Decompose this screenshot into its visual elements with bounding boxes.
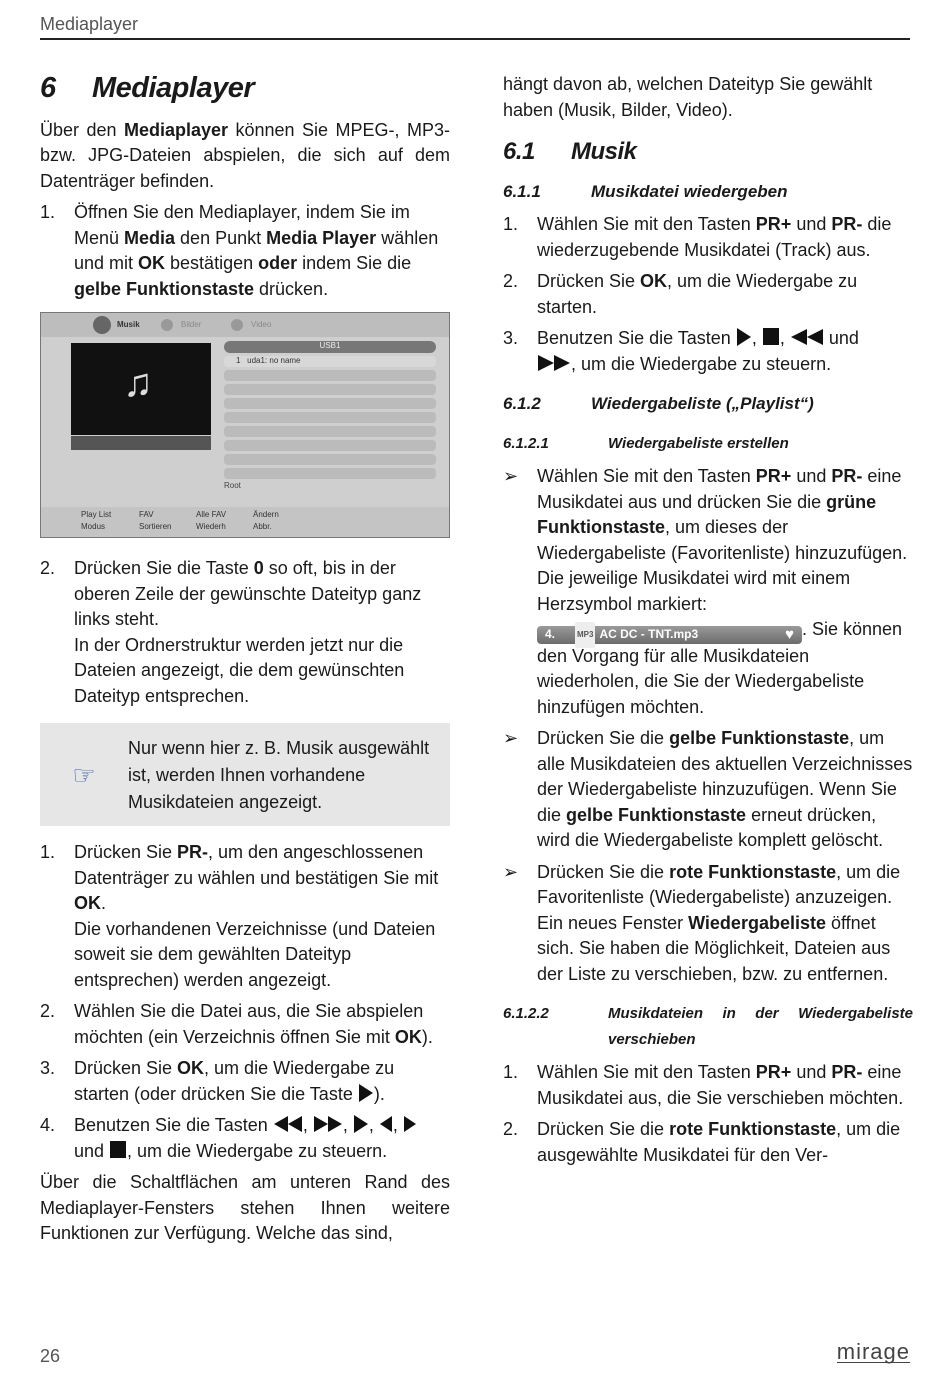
play-icon [736, 327, 752, 347]
root-label: Root [224, 481, 241, 490]
fast-forward-icon [537, 353, 571, 373]
subsubsection-heading-move: 6.1.2.2 Musikdateien in der Wiedergabeliste verschieben [503, 1005, 913, 1048]
subsection-heading-playlist: 6.1.2 Wiedergabeliste („Playlist“) [503, 394, 814, 413]
list-row [224, 412, 436, 423]
play-icon [358, 1083, 374, 1103]
tab-pictures: Bilder [181, 320, 202, 329]
list-row [224, 370, 436, 381]
rewind-icon [273, 1114, 303, 1134]
file-list [224, 341, 436, 482]
outro-paragraph: Über die Schaltflächen am unteren Rand des Mediaplayer-Fensters stehen Ihnen weitere Funktionen zur Verfügung. Welche das sind, [40, 1172, 450, 1243]
list-row [224, 454, 436, 465]
play-icon [353, 1114, 369, 1134]
subsection-heading-play: 6.1.1 Musikdatei wiedergeben [503, 181, 788, 201]
playlist-entry-example: 4. MP3 AC DC - TNT.mp3 ♥ [537, 626, 802, 644]
chapter-number: 6 [40, 72, 56, 104]
list-row [224, 468, 436, 479]
left-column [40, 70, 450, 1253]
tab-music: Musik [117, 320, 140, 329]
move-step-red: 2. Drücken Sie die rote Funktionstaste, um die ausgewählte Musikdatei für den Ver- [503, 1119, 901, 1165]
tab-video: Video [251, 320, 272, 329]
header-rule [40, 38, 910, 40]
right-column [503, 72, 913, 1174]
heart-icon: ♥ [785, 626, 794, 643]
list-row [224, 440, 436, 451]
preview-controls [71, 436, 211, 450]
move-step-select: 1. Wählen Sie mit den Tasten PR+ und PR- eine Musikdatei aus, die Sie verschieben möchten. [503, 1062, 904, 1108]
step-start-playback: 3. Drücken Sie OK, um die Wiedergabe zu starten (oder drücken Sie die Taste ). [40, 1058, 395, 1104]
list-row [224, 426, 436, 437]
playlist-add-green: ➢ Wählen Sie mit den Tasten PR+ und PR- eine Musikdatei aus und drücken Sie die grüne Funktionstaste, um dieses der Wiedergabeliste (Favoritenliste) hinzuzufügen. Die jeweilige Musikdatei wird mit einem Herzsymbol markiert: 4. MP3 AC DC - TNT.mp3 ♥ . Sie können den Vorgang für alle Musikdateien wiederholen, die Sie der Wiedergabeliste hinzufügen möchten. [503, 466, 908, 717]
step-choose-drive: 1. Drücken Sie PR-, um den angeschlossenen Datenträger zu wählen und bestätigen Sie mit OK. Die vorhandenen Verzeichnisse (und Dateien soweit sie dem gewählten Dateityp entsprechen) werden angezeigt. [40, 842, 439, 990]
music-icon [93, 316, 111, 334]
music-step-control: 3. Benutzen Sie die Tasten , , und , um die Wiedergabe zu steuern. [503, 328, 859, 374]
step-control-playback: 4. Benutzen Sie die Tasten , , , , und , um die Wiedergabe zu steuern. [40, 1113, 450, 1164]
list-row [224, 398, 436, 409]
playlist-show-red: ➢ Drücken Sie die rote Funktionstaste, um die Favoritenliste (Wiedergabeliste) anzuzeigen. Ein neues Fenster Wiedergabeliste öffnet sich. Sie haben die Möglichkeit, Dateien aus der Liste zu verschieben, bzw. zu entfernen. [503, 861, 901, 984]
screenshot-tab-bar [41, 313, 449, 337]
chapter-heading [40, 72, 450, 104]
running-head: Mediaplayer [40, 14, 139, 34]
list-row-selected: 1 uda1: no name [224, 356, 436, 367]
tip-text: Nur wenn hier z. B. Musik ausgewählt ist, werden Ihnen vorhandene Musikdateien angezeigt. [128, 738, 430, 812]
playlist-add-yellow: ➢ Drücken Sie die gelbe Funktionstaste, um alle Musikdateien des aktuellen Verzeichnisses der Wiedergabeliste hinzuzufügen. Wenn Sie die gelbe Funktionstaste erneut drücken, wird die Wiedergabeliste komplett gelöscht. [503, 728, 913, 851]
section-heading-musik: 6.1 Musik [503, 138, 637, 165]
screenshot-legend: Play List FAV Alle FAV Ändern Modus Sortieren Wiederh Abbr. [41, 507, 449, 537]
step-select-filetype: 2. Drücken Sie die Taste 0 so oft, bis in der oberen Zeile der gewünschte Dateityp ganz links steht. In der Ordnerstruktur werden jetzt nur die Dateien angezeigt, die dem gewünschten Dateityp entsprechen. [40, 558, 422, 706]
intro-paragraph: Über den Mediaplayer können Sie MPEG-, MP3- bzw. JPG-Dateien abspielen, die sich auf dem Datenträger befinden. [40, 119, 450, 191]
subsubsection-heading-create: 6.1.2.1 Wiedergabeliste erstellen [503, 434, 789, 452]
continuation-paragraph: hängt davon ab, welchen Dateityp Sie gewählt haben (Musik, Bilder, Video). [503, 74, 873, 120]
step-choose-file: 2. Wählen Sie die Datei aus, die Sie abspielen möchten (ein Verzeichnis öffnen Sie mit OK). [40, 1001, 433, 1047]
video-icon [231, 319, 243, 331]
next-icon [403, 1114, 417, 1134]
pointing-hand-icon: ☞ [72, 759, 96, 790]
music-note-icon: ♫ [123, 361, 153, 405]
previous-icon [379, 1114, 393, 1134]
music-step-start: 2. Drücken Sie OK, um die Wiedergabe zu starten. [503, 271, 858, 317]
picture-icon [161, 319, 173, 331]
step-open-mediaplayer: 1. Öffnen Sie den Mediaplayer, indem Sie im Menü Media den Punkt Media Player wählen und mit OK bestätigen oder indem Sie die gelbe Funktionstaste drücken. [40, 202, 439, 299]
stop-icon [762, 327, 780, 347]
list-row [224, 384, 436, 395]
chapter-title: Mediaplayer [92, 72, 255, 104]
stop-icon [109, 1140, 127, 1160]
mediaplayer-screenshot [40, 312, 450, 538]
mirage-logo: mirage [836, 1339, 910, 1364]
page-number: 26 [40, 1346, 61, 1366]
tip-box [40, 723, 450, 826]
list-header: USB1 [224, 341, 436, 353]
rewind-icon [790, 327, 824, 347]
fast-forward-icon [313, 1114, 343, 1134]
music-step-select: 1. Wählen Sie mit den Tasten PR+ und PR- die wiederzugebende Musikdatei (Track) aus. [503, 214, 892, 260]
